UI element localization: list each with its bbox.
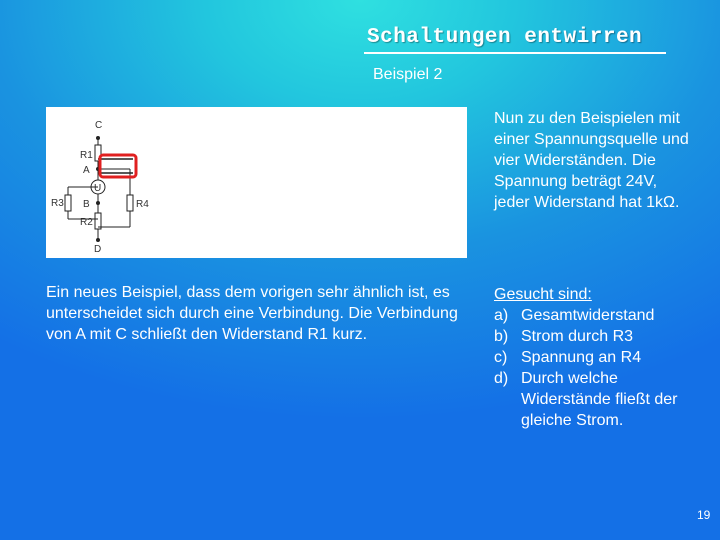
resistor-r4 [127,195,133,211]
sought-item-marker: c) [494,349,508,366]
sought-heading: Gesucht sind: [494,286,592,303]
label-r2: R2 [80,217,93,228]
slide-title: Schaltungen entwirren [367,26,643,49]
slide-subtitle: Beispiel 2 [373,66,443,83]
label-r3: R3 [51,198,64,209]
description-block [494,108,694,213]
label-r4: R4 [136,199,149,210]
node-b [96,201,100,205]
sought-item-text: Strom durch R3 [521,328,634,345]
label-a: A [83,165,90,176]
page-number: 19 [697,508,711,522]
sought-list-block [494,284,704,431]
sought-item [494,326,704,347]
sought-item [494,305,704,326]
sought-item-marker: a) [494,307,509,324]
description-paragraph: Nun zu den Beispielen mit einer Spannungsquelle und vier Widerständen. Die Spannung beträgt 24V, jeder Widerstand hat 1kΩ. [494,110,689,211]
sought-item-text: Gesamtwiderstand [521,307,655,324]
sought-item [494,368,704,431]
resistor-r3 [65,195,71,211]
sought-item-text: Durch welche Widerstände fließt der gleiche Strom. [521,370,678,429]
title-underline [364,52,666,54]
label-u: U [94,183,102,194]
intro-text-block [46,282,476,345]
label-c: C [95,120,103,131]
intro-paragraph: Ein neues Beispiel, dass dem vorigen sehr ähnlich ist, es unterscheidet sich durch eine Verbindung. Die Verbindung von A mit C schließt den Widerstand R1 kurz. [46,284,458,343]
label-d: D [94,244,102,255]
circuit-diagram [46,107,467,258]
sought-item-marker: d) [494,370,509,387]
sought-list [494,305,704,431]
sought-item-marker: b) [494,328,509,345]
label-r1: R1 [80,150,93,161]
label-b: B [83,199,90,210]
node-d [96,238,100,242]
sought-item [494,347,704,368]
sought-item-text: Spannung an R4 [521,349,642,366]
